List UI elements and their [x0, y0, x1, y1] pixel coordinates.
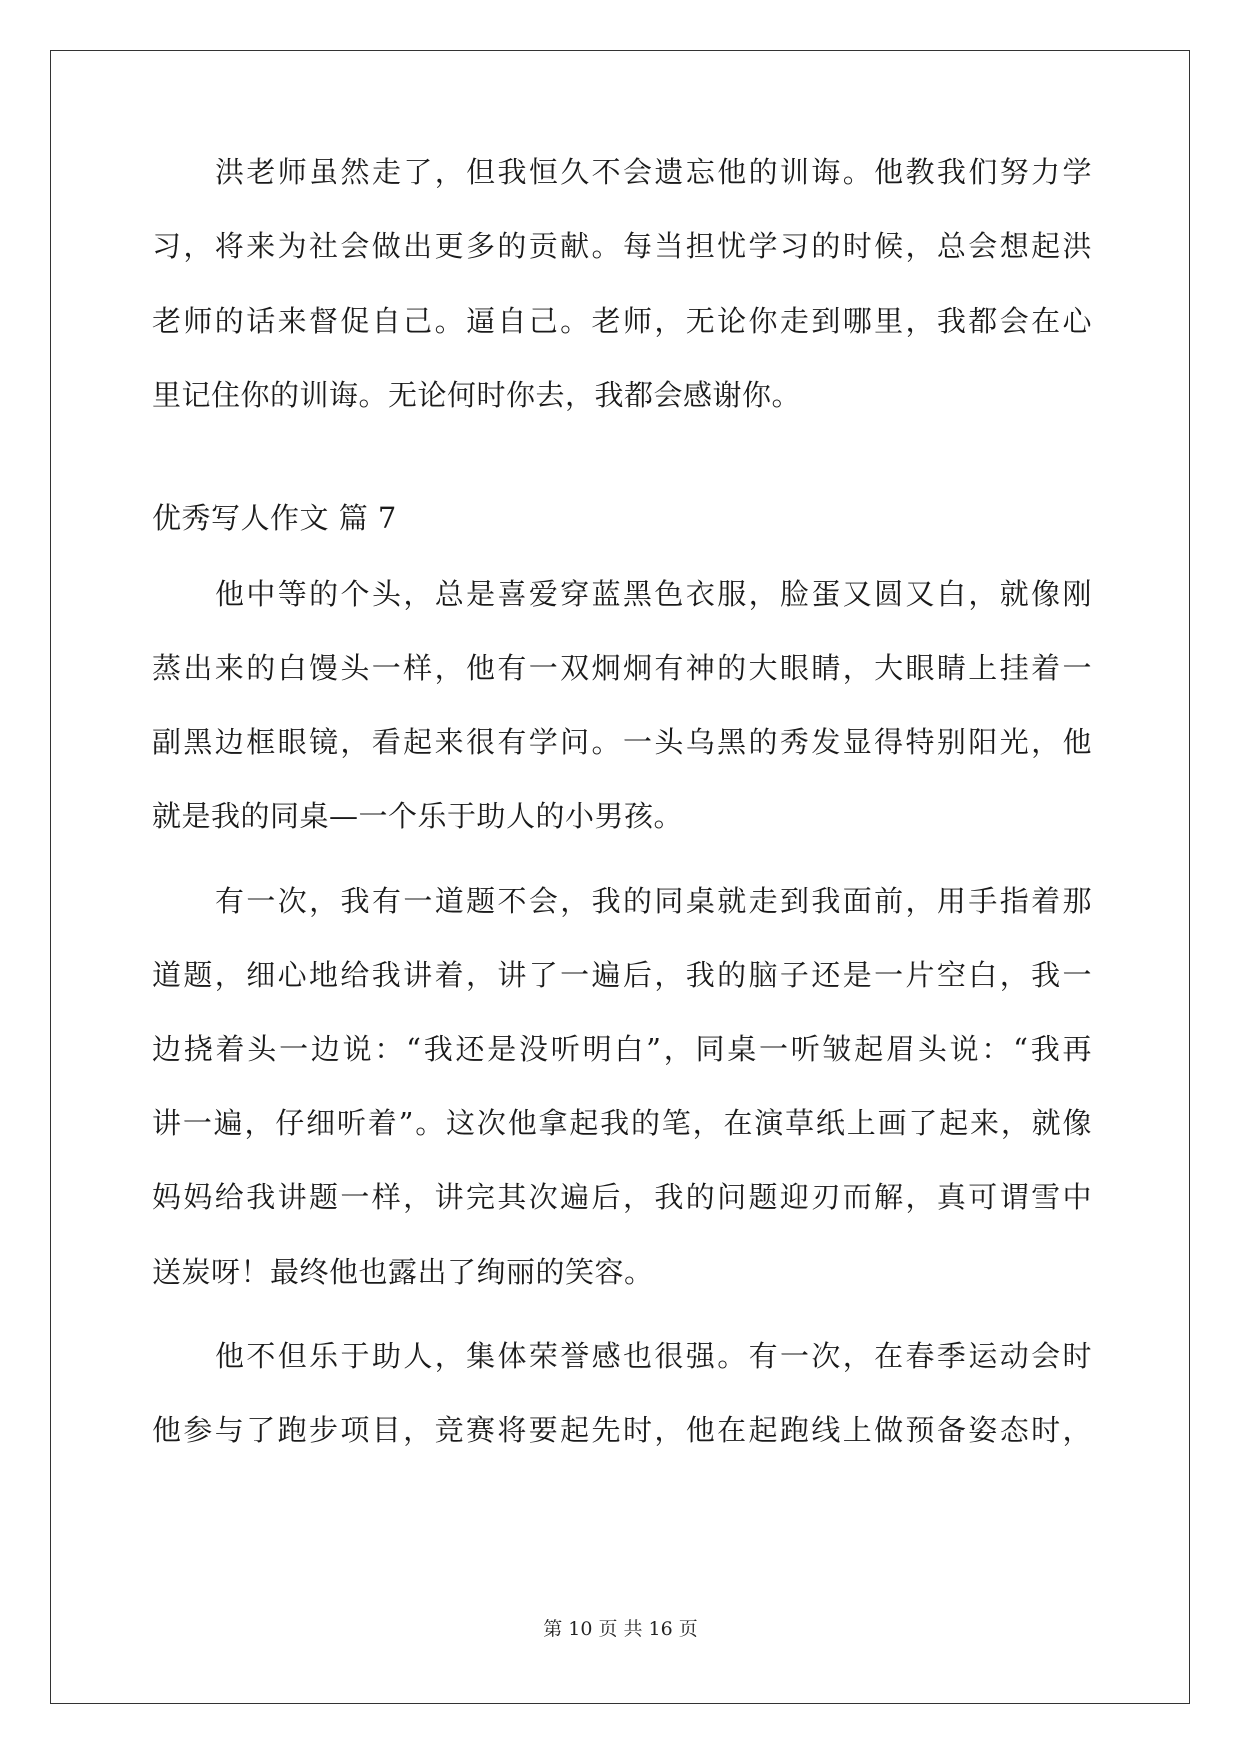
paragraph-line: 他不但乐于助人，集体荣誉感也很强。有一次，在春季运动会时	[215, 1339, 1092, 1373]
paragraph-line: 他中等的个头，总是喜爱穿蓝黑色衣服，脸蛋又圆又白，就像刚	[215, 577, 1092, 611]
paragraph-line: 边挠着头一边说：“我还是没听明白”，同桌一听皱起眉头说：“我再	[152, 1032, 1092, 1066]
paragraph-line: 蒸出来的白馒头一样，他有一双炯炯有神的大眼睛，大眼睛上挂着一	[152, 651, 1092, 685]
paragraph-line: 讲一遍，仔细听着”。这次他拿起我的笔，在演草纸上画了起来，就像	[152, 1106, 1092, 1140]
section-heading: 优秀写人作文 篇 7	[152, 501, 397, 535]
page-number-footer: 第 10 页 共 16 页	[543, 1618, 698, 1640]
paragraph-line: 就是我的同桌—一个乐于助人的小男孩。	[152, 799, 684, 833]
paragraph-line: 道题，细心地给我讲着，讲了一遍后，我的脑子还是一片空白，我一	[152, 958, 1092, 992]
paragraph-line: 有一次，我有一道题不会，我的同桌就走到我面前，用手指着那	[215, 884, 1092, 918]
paragraph-line: 副黑边框眼镜，看起来很有学问。一头乌黑的秀发显得特别阳光，他	[152, 725, 1092, 759]
paragraph-line: 他参与了跑步项目，竞赛将要起先时，他在起跑线上做预备姿态时，	[152, 1413, 1092, 1447]
paragraph-line: 习，将来为社会做出更多的贡献。每当担忧学习的时候，总会想起洪	[152, 229, 1092, 263]
paragraph-line: 送炭呀！最终他也露出了绚丽的笑容。	[152, 1255, 654, 1289]
paragraph-line: 洪老师虽然走了，但我恒久不会遗忘他的训诲。他教我们努力学	[215, 155, 1092, 189]
paragraph-line: 老师的话来督促自己。逼自己。老师，无论你走到哪里，我都会在心	[152, 304, 1092, 338]
paragraph-line: 妈妈给我讲题一样，讲完其次遍后，我的问题迎刃而解，真可谓雪中	[152, 1180, 1092, 1214]
page-border	[50, 50, 1190, 1704]
paragraph-line: 里记住你的训诲。无论何时你去，我都会感谢你。	[152, 378, 802, 412]
